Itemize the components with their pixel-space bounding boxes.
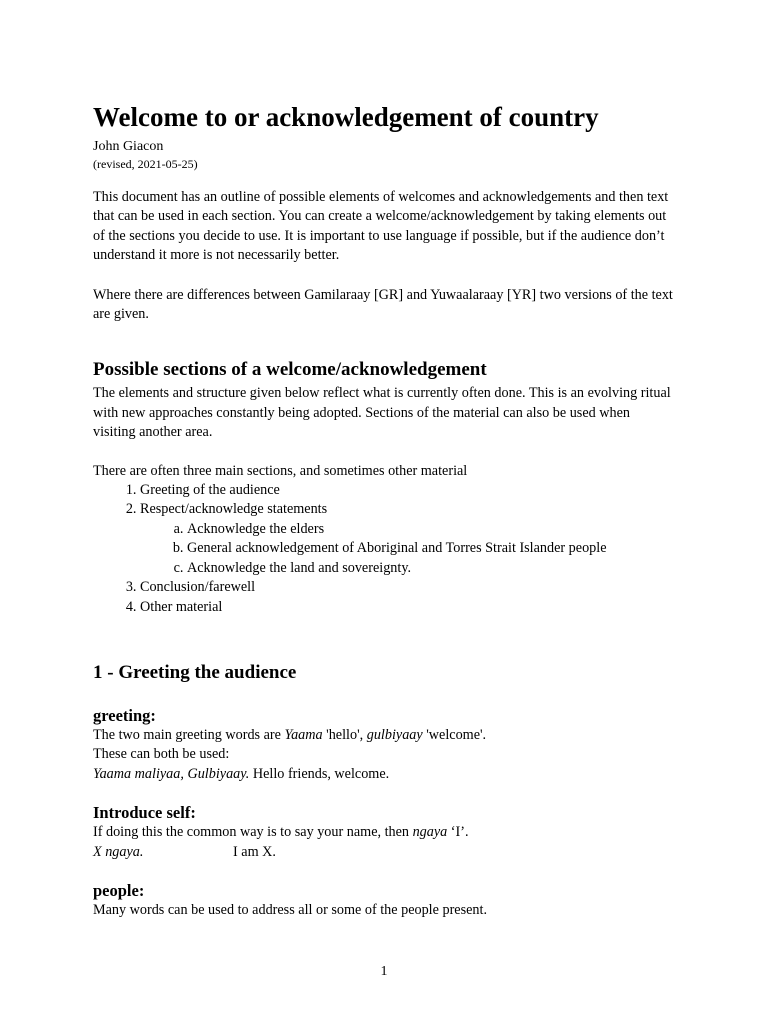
greeting-line-2: These can both be used: — [93, 746, 230, 763]
intro-paragraph: This document has an outline of possible elements of welcomes and acknowledgements and then text that can be used in each section. You can create a welcome/acknowledgement by taking elements out of the sections you decide to use. It is important to use language if possible, but if the audience don’t understand it more is not necessarily better. — [93, 189, 669, 264]
people-line-1: Many words can be used to address all or some of the people present. — [93, 901, 487, 918]
list-item: 4. Other material — [140, 598, 673, 617]
introduce-self-subheading: Introduce self: — [93, 803, 196, 823]
introduce-example: X ngaya. I am X. — [93, 843, 276, 860]
sections-list — [93, 481, 673, 617]
revision-date: (revised, 2021-05-25) — [93, 157, 198, 171]
sub-list-item: c. Acknowledge the land and sovereignty. — [187, 559, 673, 578]
greeting-subheading: greeting: — [93, 705, 156, 725]
list-item-label: Respect/acknowledge statements — [140, 501, 328, 518]
sections-heading: Possible sections of a welcome/acknowledgement — [93, 359, 487, 381]
sub-list-item: b. General acknowledgement of Aboriginal and Torres Strait Islander people — [187, 539, 673, 558]
document-title: Welcome to or acknowledgement of country — [93, 102, 599, 132]
greeting-section-heading: 1 - Greeting the audience — [93, 661, 297, 683]
three-sections-lead: There are often three main sections, and sometimes other material — [93, 462, 468, 479]
list-item-with-sublist — [140, 500, 673, 578]
page-number: 1 — [380, 964, 388, 979]
introduce-line-1: If doing this the common way is to say your name, then ngaya ‘I’. — [93, 824, 469, 841]
list-item: 1. Greeting of the audience — [140, 481, 673, 500]
people-subheading: people: — [93, 880, 145, 900]
author-name: John Giacon — [93, 139, 164, 154]
sub-list-item: a. Acknowledge the elders — [187, 520, 673, 539]
differences-paragraph: Where there are differences between Gamilaraay [GR] and Yuwaalaraay [YR] two versions of the text are given. — [93, 286, 673, 323]
list-item: 3. Conclusion/farewell — [140, 578, 673, 597]
greeting-line-1: The two main greeting words are Yaama 'hello', gulbiyaay 'welcome'. — [93, 726, 487, 743]
sub-list — [140, 520, 673, 578]
greeting-example: Yaama maliyaa, Gulbiyaay. Hello friends, welcome. — [93, 765, 390, 782]
sections-paragraph: The elements and structure given below reflect what is currently often done. This is an evolving ritual with new approaches constantly being adopted. Sections of the material can also be used when visiting another area. — [93, 385, 671, 441]
document-page — [93, 100, 673, 920]
